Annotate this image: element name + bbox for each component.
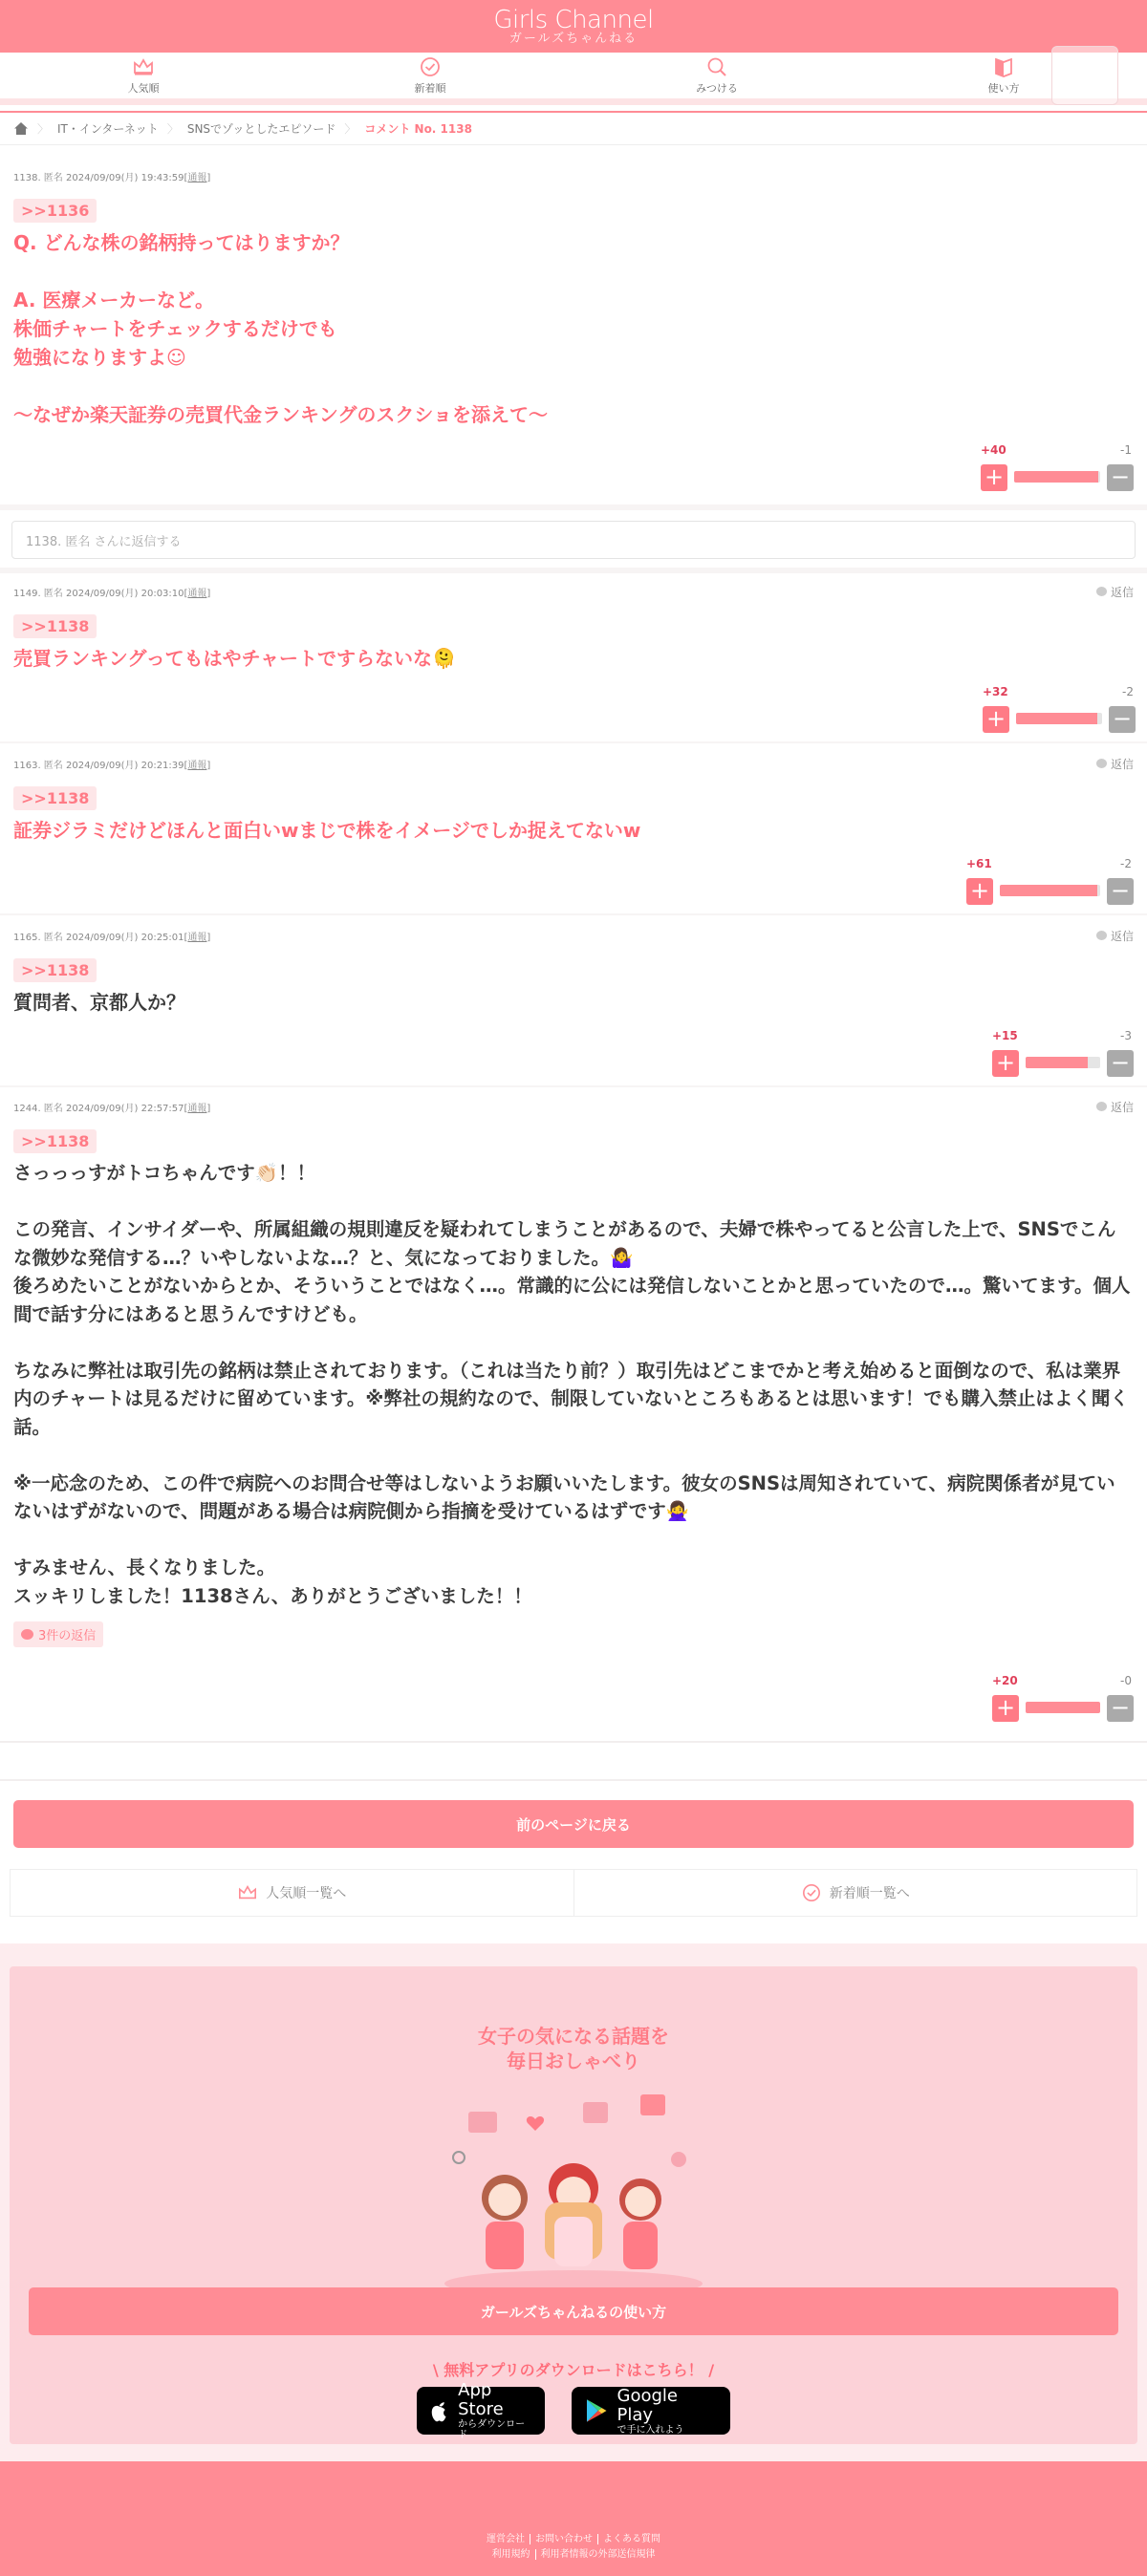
crown-icon xyxy=(237,1883,258,1902)
promo-section xyxy=(0,1943,1147,2461)
header-menu-button[interactable] xyxy=(1051,46,1118,105)
minus-button[interactable]: − xyxy=(1109,706,1136,733)
vote-ratio-fill xyxy=(1026,1702,1100,1713)
footer-links-2 xyxy=(0,2545,1147,2560)
speech-bubble-icon xyxy=(1096,931,1107,940)
vote-ratio-fill xyxy=(1000,885,1097,896)
site-header xyxy=(0,0,1147,53)
comment-body: 質問者、京都人か？ xyxy=(13,991,185,1014)
minus-button[interactable]: − xyxy=(1107,878,1134,905)
anchor-link[interactable]: >>1138 xyxy=(13,1129,97,1153)
reply-button[interactable]: 返信 xyxy=(1096,928,1134,944)
replies-count-link[interactable]: 3件の返信 xyxy=(13,1621,103,1647)
nav-label: 新着順 xyxy=(414,81,446,95)
promo-card xyxy=(10,1966,1137,2444)
footer-link-external[interactable]: 利用者情報の外部送信規律 xyxy=(535,2549,660,2560)
minus-button[interactable]: − xyxy=(1107,1050,1134,1077)
newest-list-link[interactable]: 新着順一覧へ xyxy=(574,1870,1137,1916)
back-button[interactable]: 前のページに戻る xyxy=(13,1800,1134,1848)
howto-button[interactable]: ガールズちゃんねるの使い方 xyxy=(29,2287,1118,2335)
plus-count: +40 xyxy=(981,443,1006,457)
vote-ratio-bar xyxy=(1014,471,1100,483)
footer-link-company[interactable]: 運営会社 xyxy=(487,2534,525,2544)
minus-count: -0 xyxy=(1120,1674,1132,1687)
reply-button[interactable]: 返信 xyxy=(1096,756,1134,772)
divider xyxy=(0,741,1147,743)
crown-icon xyxy=(132,56,155,77)
vote-widget xyxy=(992,1674,1134,1722)
site-footer xyxy=(0,2461,1147,2576)
site-logo-subtitle: ガールズちゃんねる xyxy=(509,31,638,46)
apple-icon xyxy=(430,2398,448,2423)
chevron-right-icon: 〉 xyxy=(344,122,357,136)
comment-meta: 1149. 匿名 2024/09/09(月) 20:03:10[通報] xyxy=(13,588,211,599)
reply-comment xyxy=(0,582,1147,741)
plus-count: +61 xyxy=(966,857,992,870)
vote-widget xyxy=(981,443,1134,491)
divider xyxy=(0,1085,1147,1087)
speech-bubble-icon xyxy=(1096,1102,1107,1111)
app-store-label: App Store xyxy=(458,2380,504,2419)
report-link[interactable]: [通報] xyxy=(184,932,211,943)
reply-comment xyxy=(0,1097,1147,1737)
nav-discover[interactable] xyxy=(574,53,860,98)
report-link[interactable]: [通報] xyxy=(184,1103,211,1114)
plus-button[interactable]: + xyxy=(992,1050,1019,1077)
nav-label: 使い方 xyxy=(987,81,1020,95)
nav-label: みつける xyxy=(696,81,738,95)
reply-input[interactable]: 1138. 匿名 さんに返信する xyxy=(11,521,1136,559)
reply-comment xyxy=(0,754,1147,912)
vote-ratio-fill xyxy=(1016,713,1097,724)
anchor-link[interactable]: >>1138 xyxy=(13,958,97,982)
chevron-right-icon: 〉 xyxy=(37,122,50,136)
vote-widget xyxy=(983,685,1136,733)
report-link[interactable]: [通報] xyxy=(184,760,211,771)
divider xyxy=(0,913,1147,915)
divider xyxy=(0,568,1147,573)
nav-label: 人気順 xyxy=(127,81,160,95)
vote-widget xyxy=(992,1029,1134,1077)
vote-widget xyxy=(966,857,1134,905)
vote-ratio-fill xyxy=(1026,1057,1088,1068)
nav-popular[interactable] xyxy=(0,53,287,98)
divider xyxy=(0,1779,1147,1781)
breadcrumb-topic[interactable]: SNSでゾッとしたエピソード xyxy=(186,122,336,136)
speech-bubble-icon xyxy=(1096,759,1107,768)
report-link[interactable]: [通報] xyxy=(184,172,211,183)
vote-ratio-fill xyxy=(1014,471,1098,483)
plus-count: +15 xyxy=(992,1029,1018,1042)
google-play-label: Google Play xyxy=(617,2385,678,2425)
footer-link-terms[interactable]: 利用規約 xyxy=(491,2549,530,2560)
comment-meta: 1244. 匿名 2024/09/09(月) 22:57:57[通報] xyxy=(13,1103,211,1114)
breadcrumb xyxy=(0,111,1147,145)
footer-links xyxy=(0,2530,1147,2544)
plus-count: +20 xyxy=(992,1674,1018,1687)
minus-count: -2 xyxy=(1122,685,1134,698)
site-logo[interactable]: Girls Channel xyxy=(493,5,654,34)
book-icon xyxy=(992,56,1015,77)
divider xyxy=(0,1741,1147,1743)
list-links xyxy=(10,1869,1137,1917)
comment-body: Q. どんな株の銘柄持ってはりますか？ A. 医療メーカーなど。 株価チャートをチェックするだけでも 勉強になりますよ☺ 〜なぜか楽天証券の売買代金ランキングのスクショを添えて〜 xyxy=(13,231,548,426)
promo-title: 女子の気になる話題を 毎日おしゃべり xyxy=(478,2025,669,2072)
popular-list-link[interactable]: 人気順一覧へ xyxy=(11,1870,574,1916)
plus-button[interactable]: + xyxy=(966,878,993,905)
google-play-badge[interactable] xyxy=(572,2387,730,2435)
anchor-link[interactable]: >>1138 xyxy=(13,786,97,810)
comment-meta: 1163. 匿名 2024/09/09(月) 20:21:39[通報] xyxy=(13,760,211,771)
google-play-icon xyxy=(585,2398,608,2423)
reply-button[interactable]: 返信 xyxy=(1096,1099,1134,1115)
footer-link-contact[interactable]: お問い合わせ xyxy=(530,2534,597,2544)
vote-ratio-bar xyxy=(1000,885,1100,896)
vote-ratio-bar xyxy=(1026,1057,1100,1068)
minus-count: -3 xyxy=(1120,1029,1132,1042)
comment-meta: 1138. 匿名 2024/09/09(月) 19:43:59[通報] xyxy=(13,172,211,183)
divider xyxy=(0,504,1147,510)
plus-button[interactable]: + xyxy=(983,706,1009,733)
minus-button[interactable]: − xyxy=(1107,1695,1134,1722)
anchor-link[interactable]: >>1136 xyxy=(13,199,97,223)
comment-meta: 1165. 匿名 2024/09/09(月) 20:25:01[通報] xyxy=(13,932,211,943)
speech-bubble-icon xyxy=(1096,587,1107,596)
speech-bubble-icon xyxy=(21,1629,33,1640)
plus-button[interactable]: + xyxy=(981,464,1007,491)
girls-illustration xyxy=(440,2093,707,2303)
chevron-right-icon: 〉 xyxy=(166,122,179,136)
footer-link-faq[interactable]: よくある質問 xyxy=(597,2534,665,2544)
comment-body: 売買ランキングってもはやチャートですらないな🫠 xyxy=(13,647,456,670)
reply-comment xyxy=(0,926,1147,1084)
home-icon[interactable] xyxy=(13,121,29,136)
main-nav xyxy=(0,53,1147,105)
google-play-sub: で手に入れよう xyxy=(617,2424,684,2436)
comment-body: 証券ジラミだけどほんと面白いwまじで株をイメージでしか捉えてないw xyxy=(13,819,641,842)
breadcrumb-current: コメント No. 1138 xyxy=(364,122,472,136)
app-store-sub: からダウンロード xyxy=(458,2419,526,2440)
minus-button[interactable]: − xyxy=(1107,464,1134,491)
reply-button[interactable]: 返信 xyxy=(1096,584,1134,600)
main-comment xyxy=(0,166,1147,499)
minus-count: -1 xyxy=(1120,443,1132,457)
app-store-badge[interactable] xyxy=(417,2380,545,2440)
comment-body: さっっっすがトコちゃんです👏🏻！！ この発言、インサイダーや、所属組織の規則違反を疑われてしまうことがあるので、夫婦で株やってると公言した上で、SNSでこんな微妙な発信する…？いやしないよな…？と、気になっておりました。🤷‍♀️ 後ろめたいことがないからとか、そういうことではなく…。常識的に公には発信しないことかと思っていたので…。驚いてます。個人間で話す分にはあると思うんですけども。 ちなみに弊社は取引先の銘柄は禁止されております。（これは当たり前？）取引先はどこまでかと考え始めると面倒なので、私は業界内のチャートは見るだけに留めています。※弊社の規約なので、制限していないところもあるとは思います！でも購入禁止はよく聞く話。 ※一応念のため、この件で病院へのお問合せ等はしないようお願いいたします。彼女のSNSは周知されていて、病院関係者が見ていないはずがないので、問題がある場合は病院側から指摘を受けているはずです🙅‍♀️ すみません、長くなりました。 スッキリしました！1138さん、ありがとうございました！！ xyxy=(13,1162,1131,1607)
minus-count: -2 xyxy=(1120,857,1132,870)
report-link[interactable]: [通報] xyxy=(184,588,211,599)
plus-button[interactable]: + xyxy=(992,1695,1019,1722)
search-icon xyxy=(705,56,728,77)
nav-newest[interactable] xyxy=(287,53,574,98)
breadcrumb-category[interactable]: IT・インターネット xyxy=(57,122,159,136)
vote-ratio-bar xyxy=(1026,1702,1100,1713)
anchor-link[interactable]: >>1138 xyxy=(13,614,97,638)
clock-check-icon xyxy=(419,56,442,77)
vote-ratio-bar xyxy=(1016,713,1102,724)
plus-count: +32 xyxy=(983,685,1008,698)
download-text: \ 無料アプリのダウンロードはこちら！ / xyxy=(432,2361,715,2379)
clock-check-icon xyxy=(801,1883,822,1902)
